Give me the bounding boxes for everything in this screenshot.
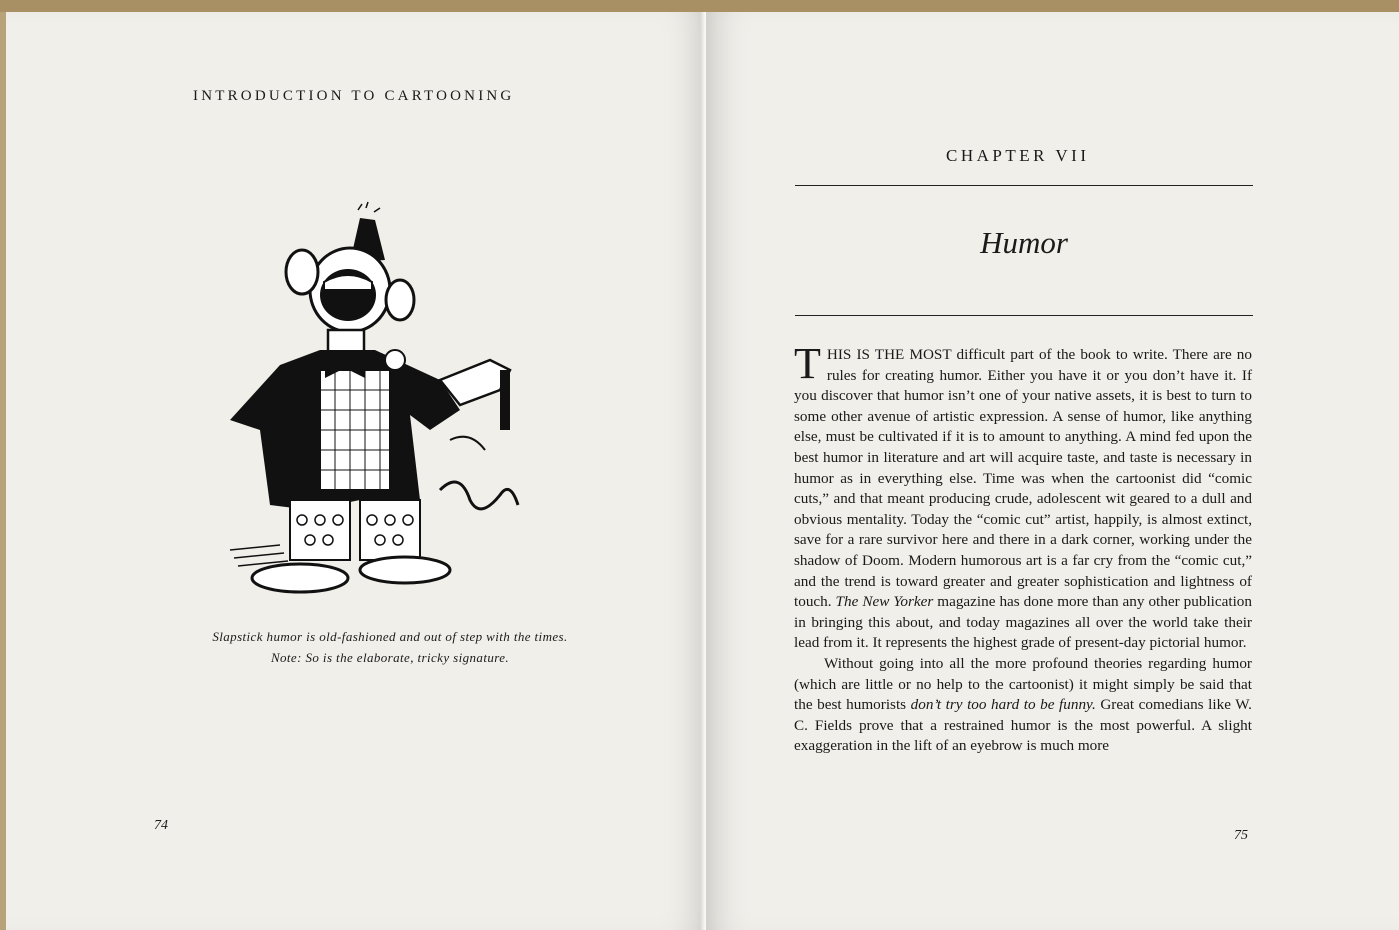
chapter-number: CHAPTER VII	[946, 146, 1090, 165]
paragraph-1-text-b: magazine has done more than any other publication in bringing this about, and today magazines all over the world take their lead from it. It represents the highest grade of present-day pictorial humor.	[794, 593, 1252, 652]
page-number-left: 74	[154, 818, 168, 833]
caption-line-1: Slapstick humor is old-fashioned and out of step with the times.	[212, 629, 568, 644]
top-rule	[795, 185, 1253, 186]
emphasis-phrase: don’t try too hard to be funny.	[910, 696, 1096, 714]
figure-caption	[170, 626, 610, 668]
paragraph-2-text-a: Without going into all the more profound theories regarding humor (which are little or no help to the cartoonist) it might simply be said that the best humorists	[794, 654, 1252, 714]
magazine-title: The New Yorker	[835, 593, 934, 611]
lead-in-small-caps: HIS IS THE MOST	[826, 346, 952, 363]
caption-line-2: Note: So is the elaborate, tricky signature.	[270, 650, 510, 665]
chapter-body	[794, 339, 1252, 757]
running-head: INTRODUCTION TO CARTOONING	[193, 88, 515, 104]
page-number-right: 75	[1234, 828, 1248, 843]
paragraph-2-text-b: Great comedians like W. C. Fields prove that a restrained humor is the most powerful. A slight exaggeration in the lift of an eyebrow is much more	[794, 696, 1252, 755]
chapter-title: Humor	[980, 225, 1068, 260]
clown-cartoon-illustration	[200, 200, 540, 600]
drop-cap: T	[794, 339, 821, 388]
paragraph-1	[794, 339, 1252, 654]
bottom-rule	[795, 315, 1253, 316]
book-top-edge	[0, 0, 1399, 12]
paragraph-1-text-a: difficult part of the book to write. There are no rules for creating humor. Either you have it or you don’t have it. If you discover that humor isn’t one of your native assets, it is best to turn to some other avenue of artistic expression. A sense of humor, like anything else, must be cultivated if it is to amount to anything. A mind fed upon the best humor in literature and art will acquire taste, and taste is necessary in humor as in everything else. Time was when the cartoonist did “comic cuts,” and that meant producing crude, adolescent wit geared to a dull and obvious mentality. Today the “comic cut” artist, happily, is almost extinct, save for a rare survivor here and there in a dark corner, working under the shadow of Doom. Modern humorous art is a far cry from the “comic cut,” and the trend is toward greater and greater sophistication and lightness of touch.	[794, 346, 1252, 611]
paragraph-2	[794, 654, 1252, 757]
